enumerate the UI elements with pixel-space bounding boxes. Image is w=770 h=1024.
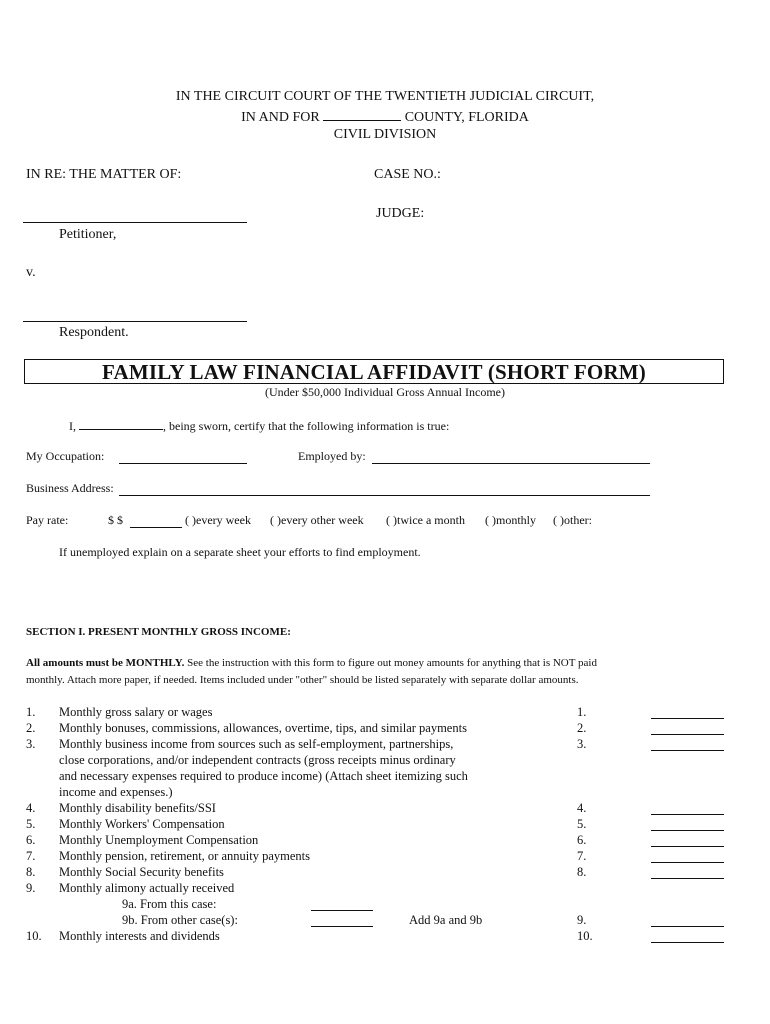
item-ref-number: 4. (577, 801, 587, 815)
item-ref-number: 3. (577, 737, 587, 751)
court-header-line3: CIVIL DIVISION (333, 127, 437, 142)
instruction-bold: All amounts must be MONTHLY. (26, 657, 185, 669)
respondent-label: Respondent. (59, 325, 129, 340)
in-re-label: IN RE: THE MATTER OF: (26, 167, 182, 182)
amount-line-6[interactable] (651, 846, 724, 847)
occupation-input-line[interactable] (119, 463, 247, 464)
item-ref-number: 6. (577, 833, 587, 847)
employed-by-label: Employed by: (298, 449, 366, 463)
item-text: Monthly Unemployment Compensation (59, 833, 259, 847)
item-number: 7. (26, 849, 36, 863)
amount-line-10[interactable] (651, 942, 724, 943)
amount-line-3[interactable] (651, 750, 724, 751)
case-no-label: CASE NO.: (374, 167, 441, 182)
court-header-line2 (0, 108, 770, 126)
county-blank[interactable] (323, 108, 401, 121)
item-text: Monthly business income from sources such as self-employment, partnerships, (59, 737, 454, 751)
employed-by-input-line[interactable] (372, 463, 650, 464)
pay-option-monthly[interactable]: ( )monthly (485, 513, 536, 527)
amount-line-8[interactable] (651, 878, 724, 879)
item-text: Monthly Workers' Compensation (59, 817, 225, 831)
pay-amount-line[interactable] (130, 527, 182, 528)
add-9a-9b-label: Add 9a and 9b (409, 913, 483, 927)
item-text: Monthly Social Security benefits (59, 865, 224, 879)
business-address-input-line[interactable] (119, 495, 650, 496)
pay-currency: $ $ (108, 513, 123, 527)
item-text: Monthly pension, retirement, or annuity payments (59, 849, 310, 863)
oath-prefix: I, (69, 419, 76, 433)
item-number: 4. (26, 801, 36, 815)
affiant-name-blank[interactable] (79, 417, 163, 430)
amount-line-9[interactable] (651, 926, 724, 927)
respondent-name-line[interactable] (23, 321, 247, 322)
judge-label: JUDGE: (376, 206, 425, 221)
amount-line-1[interactable] (651, 718, 724, 719)
amount-line-9b[interactable] (311, 926, 373, 927)
form-subtitle: (Under $50,000 Individual Gross Annual Income) (265, 385, 505, 399)
item-number: 1. (26, 705, 36, 719)
item-ref-number: 7. (577, 849, 587, 863)
item-text: close corporations, and/or independent contracts (gross receipts minus ordinary (59, 753, 456, 767)
item-text: Monthly alimony actually received (59, 881, 235, 895)
item-number: 9. (26, 881, 36, 895)
item-9a-label: 9a. From this case: (122, 897, 217, 911)
item-number: 2. (26, 721, 36, 735)
item-ref-number: 2. (577, 721, 587, 735)
court-header-line1: IN THE CIRCUIT COURT OF THE TWENTIETH JUDICIAL CIRCUIT, (175, 89, 595, 104)
amount-line-7[interactable] (651, 862, 724, 863)
item-number: 10. (26, 929, 42, 943)
pay-option-every-other-week[interactable]: ( )every other week (270, 513, 364, 527)
unemployed-note: If unemployed explain on a separate sheet your efforts to find employment. (59, 545, 421, 559)
item-ref-number: 5. (577, 817, 587, 831)
item-ref-number: 8. (577, 865, 587, 879)
petitioner-label: Petitioner, (59, 227, 117, 242)
section-1-instruction-line2: monthly. Attach more paper, if needed. Items included under "other" should be listed separately with separate dollar amounts. (26, 674, 579, 686)
amount-line-4[interactable] (651, 814, 724, 815)
item-number: 8. (26, 865, 36, 879)
item-text: Monthly disability benefits/SSI (59, 801, 216, 815)
item-text: and necessary expenses required to produce income) (Attach sheet itemizing such (59, 769, 468, 783)
section-1-heading: SECTION I. PRESENT MONTHLY GROSS INCOME: (26, 626, 291, 638)
item-number: 5. (26, 817, 36, 831)
pay-option-other[interactable]: ( )other: (553, 513, 592, 527)
item-9b-label: 9b. From other case(s): (122, 913, 238, 927)
amount-line-2[interactable] (651, 734, 724, 735)
item-text: income and expenses.) (59, 785, 173, 799)
pay-option-every-week[interactable]: ( )every week (185, 513, 251, 527)
county-prefix: IN AND FOR (241, 110, 320, 125)
item-ref-number: 1. (577, 705, 587, 719)
form-title: FAMILY LAW FINANCIAL AFFIDAVIT (SHORT FORM) (101, 360, 647, 384)
pay-rate-label: Pay rate: (26, 513, 69, 527)
amount-line-5[interactable] (651, 830, 724, 831)
section-1-instruction-line1 (26, 657, 597, 669)
item-text: Monthly interests and dividends (59, 929, 220, 943)
item-text: Monthly gross salary or wages (59, 705, 213, 719)
item-number: 3. (26, 737, 36, 751)
business-address-label: Business Address: (26, 481, 114, 495)
county-suffix: COUNTY, FLORIDA (404, 110, 529, 125)
petitioner-name-line[interactable] (23, 222, 247, 223)
item-ref-number: 9. (577, 913, 587, 927)
oath-suffix: , being sworn, certify that the following information is true: (163, 419, 450, 433)
instruction-rest: See the instruction with this form to figure out money amounts for anything that is NOT paid (184, 657, 597, 669)
amount-line-9a[interactable] (311, 910, 373, 911)
item-number: 6. (26, 833, 36, 847)
item-text: Monthly bonuses, commissions, allowances, overtime, tips, and similar payments (59, 721, 467, 735)
oath-line (69, 417, 449, 434)
versus-label: v. (26, 265, 36, 280)
item-ref-number: 10. (577, 929, 593, 943)
form-title-box (24, 359, 724, 384)
occupation-label: My Occupation: (26, 449, 105, 463)
pay-option-twice-a-month[interactable]: ( )twice a month (386, 513, 465, 527)
